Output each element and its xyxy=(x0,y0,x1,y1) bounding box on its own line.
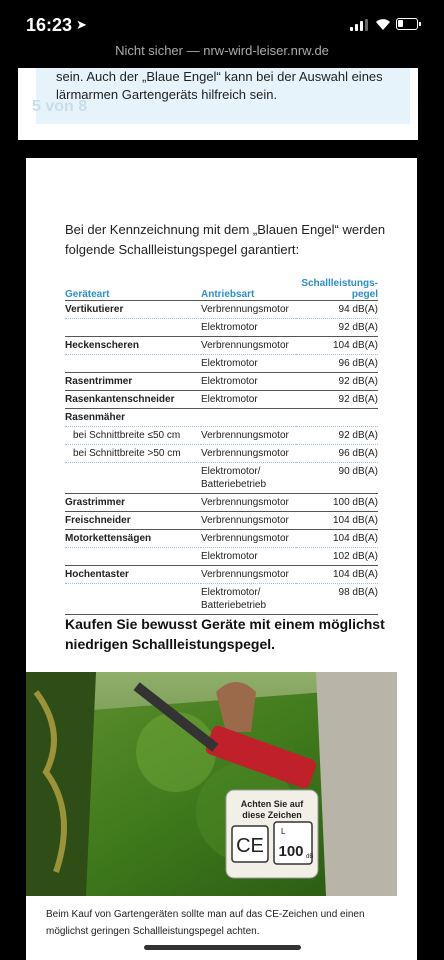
svg-text:Achten Sie auf: Achten Sie auf xyxy=(240,799,304,809)
recommendation-headline: Kaufen Sie bewusst Geräte mit einem möglichst niedrigen Schallleistungspegel. xyxy=(65,616,385,652)
table-cell-value: 92 dB(A) xyxy=(338,429,378,441)
svg-text:dB: dB xyxy=(306,854,314,860)
table-cell-value: 94 dB(A) xyxy=(338,303,378,315)
table-cell-device: Heckenscheren xyxy=(65,339,139,351)
table-cell-device: bei Schnittbreite ≤50 cm xyxy=(73,429,181,441)
battery-icon xyxy=(396,18,418,30)
home-indicator[interactable] xyxy=(144,945,301,950)
clock: 16:23 xyxy=(26,15,73,35)
table-cell-drive: Elektromotor xyxy=(201,357,258,369)
table-cell-value: 92 dB(A) xyxy=(338,393,378,405)
table-row xyxy=(65,408,378,426)
table-cell-device: Motorkettensägen xyxy=(65,532,152,544)
table-cell-value: 90 dB(A) xyxy=(338,465,378,477)
table-cell-value: 104 dB(A) xyxy=(332,568,378,580)
address-bar[interactable] xyxy=(0,40,444,68)
table-cell-value: 96 dB(A) xyxy=(338,357,378,369)
hedge-trimmer-photo xyxy=(26,672,397,896)
table-row xyxy=(65,529,378,547)
url-text: Nicht sicher — nrw-wird-leiser.nrw.de xyxy=(115,43,329,58)
svg-text:CE: CE xyxy=(236,835,264,857)
table-cell-value: 102 dB(A) xyxy=(332,550,378,562)
table-cell-value: 92 dB(A) xyxy=(338,375,378,387)
photo-illustration xyxy=(26,672,397,896)
table-row xyxy=(65,300,378,318)
info-box-text: sein. Auch der „Blaue Engel“ kann bei der Auswahl eines lärmarmen Gartengeräts hilfreich sein. xyxy=(56,69,383,102)
table-cell-device: Freischneider xyxy=(65,514,131,526)
table-cell-drive: Verbrennungsmotor xyxy=(201,303,289,315)
table-row xyxy=(65,372,378,390)
table-cell-drive: Verbrennungsmotor xyxy=(201,568,289,580)
table-header-row xyxy=(65,270,378,300)
table-row xyxy=(65,565,378,583)
table-cell-device xyxy=(65,547,201,565)
wifi-icon xyxy=(375,17,391,31)
table-cell-drive: Elektromotor xyxy=(201,393,258,405)
table-cell-value: 100 dB(A) xyxy=(332,496,378,508)
table-cell-drive: Verbrennungsmotor xyxy=(201,429,289,441)
table-row xyxy=(65,493,378,511)
table-cell-drive: Verbrennungsmotor xyxy=(201,447,289,459)
header-device-type: Geräteart xyxy=(65,288,110,300)
table-cell-value: 96 dB(A) xyxy=(338,447,378,459)
table-cell-value: 92 dB(A) xyxy=(338,321,378,333)
table-cell-device: Vertikutierer xyxy=(65,303,124,315)
table-row xyxy=(65,547,378,565)
table-row xyxy=(65,583,378,614)
table-cell-drive: Elektromotor/ Batteriebetrieb xyxy=(201,465,267,490)
table-cell-drive: Elektromotor xyxy=(201,375,258,387)
table-row xyxy=(65,390,378,408)
table-cell-value: 104 dB(A) xyxy=(332,339,378,351)
table-cell-drive: Verbrennungsmotor xyxy=(201,532,289,544)
table-cell-device xyxy=(65,354,201,372)
table-cell-drive: Verbrennungsmotor xyxy=(201,339,289,351)
table-cell-drive: Elektromotor xyxy=(201,321,258,333)
previous-page-fragment xyxy=(18,68,418,140)
table-row xyxy=(65,511,378,529)
intro-text: Bei der Kennzeichnung mit dem „Blauen Engel“ werden folgende Schallleistungspegel garantiert: xyxy=(65,222,386,257)
table-row xyxy=(65,426,378,444)
table-cell-value xyxy=(296,408,378,426)
table-cell-drive: Verbrennungsmotor xyxy=(201,514,289,526)
table-cell-drive: Elektromotor xyxy=(201,550,258,562)
svg-text:100: 100 xyxy=(278,843,304,860)
svg-text:diese Zeichen: diese Zeichen xyxy=(242,810,302,820)
location-arrow-icon: ➤ xyxy=(76,17,87,32)
table-cell-device: Rasentrimmer xyxy=(65,375,133,387)
table-cell-value: 104 dB(A) xyxy=(332,514,378,526)
table-cell-device xyxy=(65,583,201,614)
table-cell-value: 98 dB(A) xyxy=(338,586,378,598)
table-row xyxy=(65,318,378,336)
svg-text:L: L xyxy=(281,827,286,836)
table-row xyxy=(65,444,378,462)
table-cell-value: 104 dB(A) xyxy=(332,532,378,544)
table-cell-device xyxy=(65,462,201,493)
table-cell-device xyxy=(65,318,201,336)
table-row xyxy=(65,462,378,493)
photo-caption: Beim Kauf von Gartengeräten sollte man auf das CE-Zeichen und einen möglichst geringen Schallleistungspegel achten. xyxy=(46,909,365,937)
table-cell-device: Grastrimmer xyxy=(65,496,126,508)
noise-level-table xyxy=(65,270,378,615)
table-row xyxy=(65,336,378,354)
table-cell-device: Rasenkantenschneider xyxy=(65,393,175,405)
document-page xyxy=(26,158,417,960)
table-cell-device: bei Schnittbreite >50 cm xyxy=(73,447,181,459)
page-indicator: 5 von 8 xyxy=(32,98,88,115)
header-sound-level: Schallleistungs- pegel xyxy=(301,277,378,300)
table-cell-drive xyxy=(201,408,296,426)
status-bar xyxy=(0,0,444,40)
table-cell-drive: Elektromotor/ Batteriebetrieb xyxy=(201,586,267,611)
table-cell-device: Hochentaster xyxy=(65,568,129,580)
table-row xyxy=(65,354,378,372)
header-drive-type: Antriebsart xyxy=(201,288,255,300)
table-cell-drive: Verbrennungsmotor xyxy=(201,496,289,508)
table-cell-device: Rasenmäher xyxy=(65,411,126,423)
